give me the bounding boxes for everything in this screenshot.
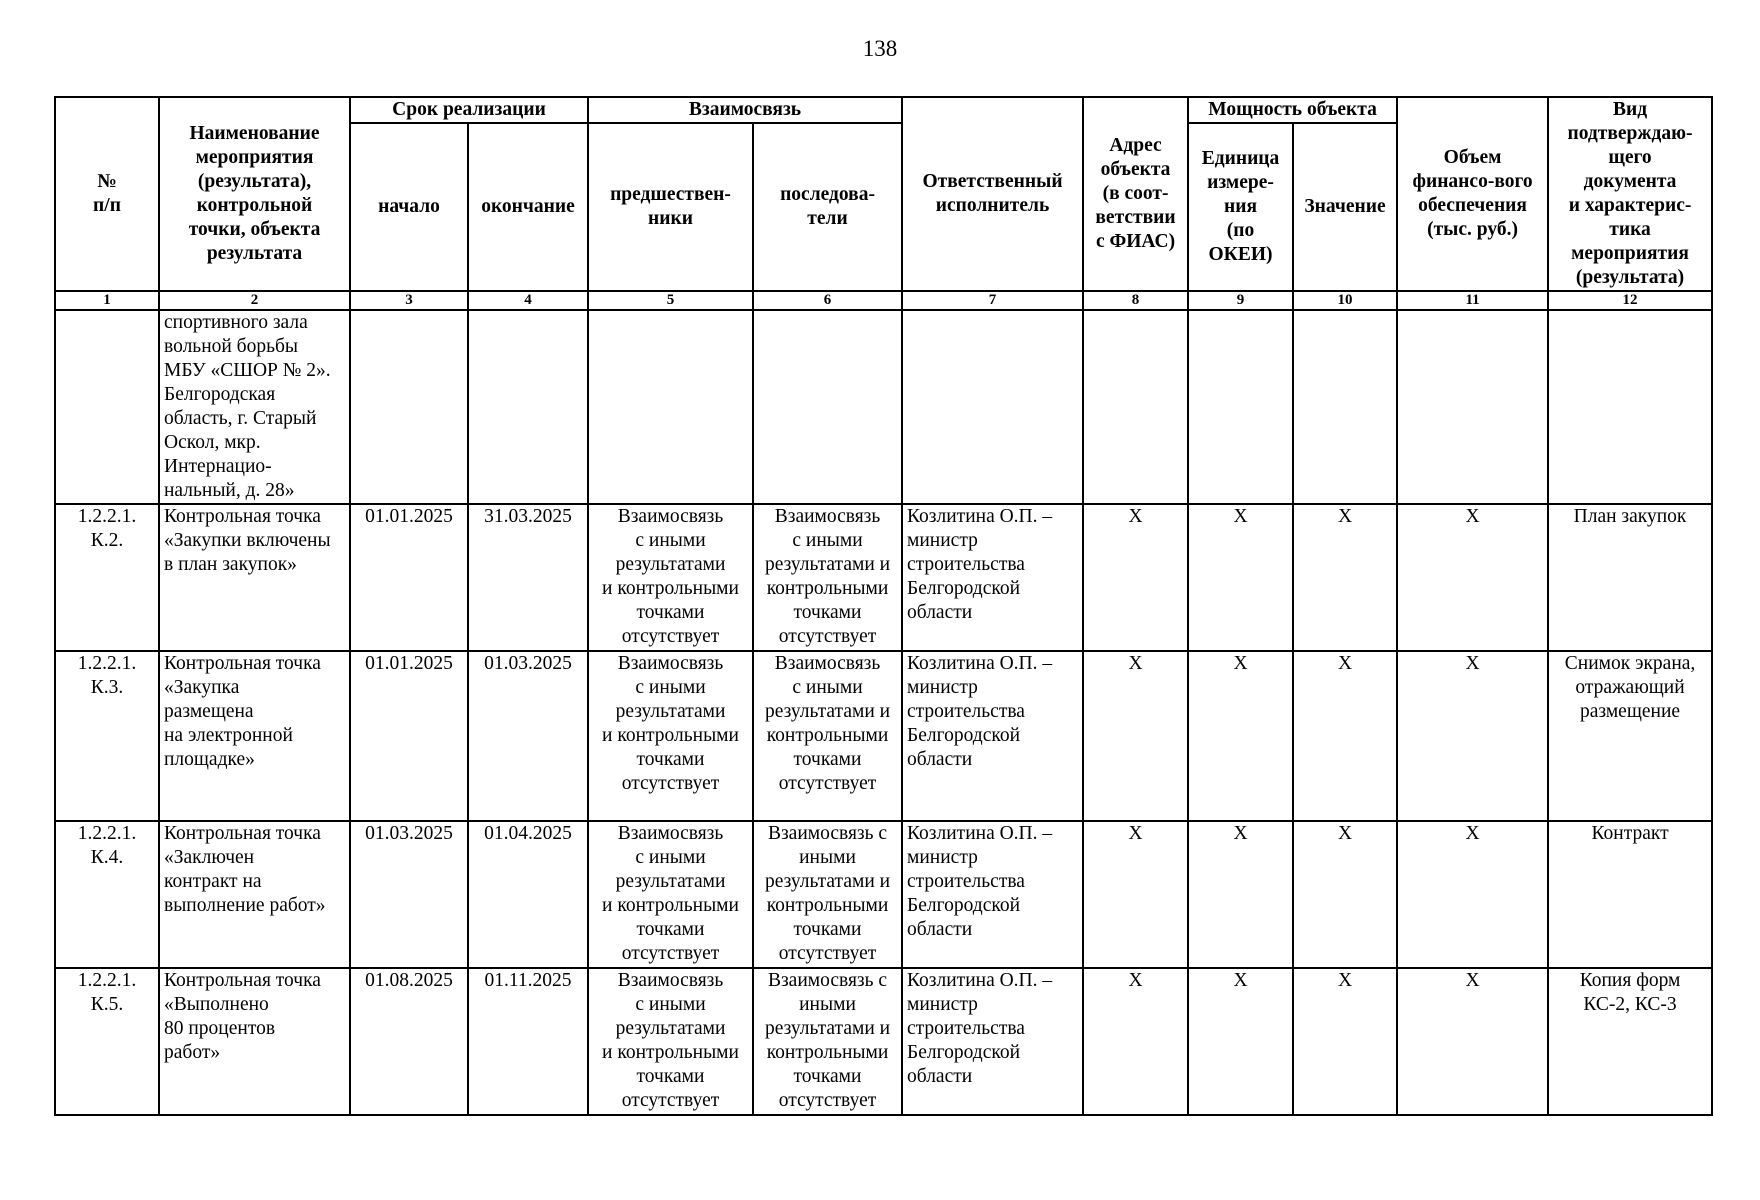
header-start: начало bbox=[350, 123, 468, 291]
column-number: 4 bbox=[468, 291, 588, 310]
row-successors: Взаимосвязь с иными результатами и контрольными точками отсутствует bbox=[753, 821, 902, 968]
row-number: 1.2.2.1. К.2. bbox=[55, 504, 159, 651]
row-document: Контракт bbox=[1548, 821, 1712, 968]
page-number: 138 bbox=[862, 36, 898, 61]
header-group-capacity: Мощность объекта bbox=[1188, 97, 1397, 123]
column-number: 12 bbox=[1548, 291, 1712, 310]
header-successors: последова- тели bbox=[753, 123, 902, 291]
row-document bbox=[1548, 310, 1712, 504]
table-row bbox=[55, 821, 1712, 968]
row-unit: X bbox=[1188, 968, 1293, 1115]
row-address bbox=[1083, 310, 1188, 504]
row-responsible: Козлитина О.П. – министр строительства Белгородской области bbox=[902, 968, 1083, 1115]
row-financing bbox=[1397, 310, 1548, 504]
row-document: План закупок bbox=[1548, 504, 1712, 651]
header-responsible: Ответственный исполнитель bbox=[902, 97, 1083, 291]
row-address: X bbox=[1083, 821, 1188, 968]
column-number: 5 bbox=[588, 291, 753, 310]
header-unit: Единица измере- ния (по ОКЕИ) bbox=[1188, 123, 1293, 291]
header-address: Адрес объекта (в соот- ветствии с ФИАС) bbox=[1083, 97, 1188, 291]
table-row bbox=[55, 310, 1712, 504]
row-predecessors: Взаимосвязь с иными результатами и контрольными точками отсутствует bbox=[588, 651, 753, 821]
column-number: 9 bbox=[1188, 291, 1293, 310]
row-unit: X bbox=[1188, 651, 1293, 821]
row-number: 1.2.2.1. К.4. bbox=[55, 821, 159, 968]
row-value: X bbox=[1293, 821, 1397, 968]
row-responsible bbox=[902, 310, 1083, 504]
header-num: № п/п bbox=[55, 97, 159, 291]
column-number: 6 bbox=[753, 291, 902, 310]
column-number: 2 bbox=[159, 291, 350, 310]
row-successors bbox=[753, 310, 902, 504]
row-start-date: 01.03.2025 bbox=[350, 821, 468, 968]
header-document: Вид подтверждаю- щего документа и характерис- тика мероприятия (результата) bbox=[1548, 97, 1712, 291]
row-start-date: 01.01.2025 bbox=[350, 504, 468, 651]
row-financing: X bbox=[1397, 504, 1548, 651]
row-name: Контрольная точка «Выполнено 80 процентов работ» bbox=[159, 968, 350, 1115]
row-name: спортивного зала вольной борьбы МБУ «СШОР № 2». Белгородская область, г. Старый Оскол, мкр. Интернацио- нальный, д. 28» bbox=[159, 310, 350, 504]
table-row bbox=[55, 504, 1712, 651]
row-predecessors: Взаимосвязь с иными результатами и контрольными точками отсутствует bbox=[588, 968, 753, 1115]
table-row bbox=[55, 968, 1712, 1115]
row-number: 1.2.2.1. К.3. bbox=[55, 651, 159, 821]
column-number: 11 bbox=[1397, 291, 1548, 310]
row-name: Контрольная точка «Закупка размещена на электронной площадке» bbox=[159, 651, 350, 821]
row-name: Контрольная точка «Заключен контракт на выполнение работ» bbox=[159, 821, 350, 968]
row-successors: Взаимосвязь с иными результатами и контрольными точками отсутствует bbox=[753, 504, 902, 651]
row-document: Копия форм КС-2, КС-3 bbox=[1548, 968, 1712, 1115]
row-predecessors bbox=[588, 310, 753, 504]
row-value: X bbox=[1293, 504, 1397, 651]
row-start-date: 01.01.2025 bbox=[350, 651, 468, 821]
header-predecessors: предшествен- ники bbox=[588, 123, 753, 291]
row-end-date: 31.03.2025 bbox=[468, 504, 588, 651]
row-address: X bbox=[1083, 504, 1188, 651]
row-predecessors: Взаимосвязь с иными результатами и контрольными точками отсутствует bbox=[588, 821, 753, 968]
header-group-link: Взаимосвязь bbox=[588, 97, 902, 123]
row-responsible: Козлитина О.П. – министр строительства Белгородской области bbox=[902, 651, 1083, 821]
row-end-date: 01.04.2025 bbox=[468, 821, 588, 968]
row-financing: X bbox=[1397, 651, 1548, 821]
header-name: Наименование мероприятия (результата), контрольной точки, объекта результата bbox=[159, 97, 350, 291]
row-document: Снимок экрана, отражающий размещение bbox=[1548, 651, 1712, 821]
column-number: 10 bbox=[1293, 291, 1397, 310]
row-start-date: 01.08.2025 bbox=[350, 968, 468, 1115]
row-unit: X bbox=[1188, 504, 1293, 651]
header-group-term: Срок реализации bbox=[350, 97, 588, 123]
row-address: X bbox=[1083, 651, 1188, 821]
header-end: окончание bbox=[468, 123, 588, 291]
row-number bbox=[55, 310, 159, 504]
row-end-date: 01.11.2025 bbox=[468, 968, 588, 1115]
row-responsible: Козлитина О.П. – министр строительства Белгородской области bbox=[902, 821, 1083, 968]
header-value: Значение bbox=[1293, 123, 1397, 291]
row-end-date: 01.03.2025 bbox=[468, 651, 588, 821]
row-successors: Взаимосвязь с иными результатами и контрольными точками отсутствует bbox=[753, 651, 902, 821]
header-financing: Объем финансо-вого обеспечения (тыс. руб.) bbox=[1397, 97, 1548, 291]
column-number: 7 bbox=[902, 291, 1083, 310]
row-unit: X bbox=[1188, 821, 1293, 968]
row-start-date bbox=[350, 310, 468, 504]
row-unit bbox=[1188, 310, 1293, 504]
table-row bbox=[55, 651, 1712, 821]
events-table bbox=[54, 96, 1713, 1116]
row-value: X bbox=[1293, 651, 1397, 821]
row-number: 1.2.2.1. К.5. bbox=[55, 968, 159, 1115]
column-number: 3 bbox=[350, 291, 468, 310]
row-name: Контрольная точка «Закупки включены в план закупок» bbox=[159, 504, 350, 651]
row-financing: X bbox=[1397, 968, 1548, 1115]
column-number: 1 bbox=[55, 291, 159, 310]
column-number: 8 bbox=[1083, 291, 1188, 310]
row-responsible: Козлитина О.П. – министр строительства Белгородской области bbox=[902, 504, 1083, 651]
row-address: X bbox=[1083, 968, 1188, 1115]
row-end-date bbox=[468, 310, 588, 504]
row-successors: Взаимосвязь с иными результатами и контрольными точками отсутствует bbox=[753, 968, 902, 1115]
row-value: X bbox=[1293, 968, 1397, 1115]
row-financing: X bbox=[1397, 821, 1548, 968]
row-value bbox=[1293, 310, 1397, 504]
row-predecessors: Взаимосвязь с иными результатами и контрольными точками отсутствует bbox=[588, 504, 753, 651]
